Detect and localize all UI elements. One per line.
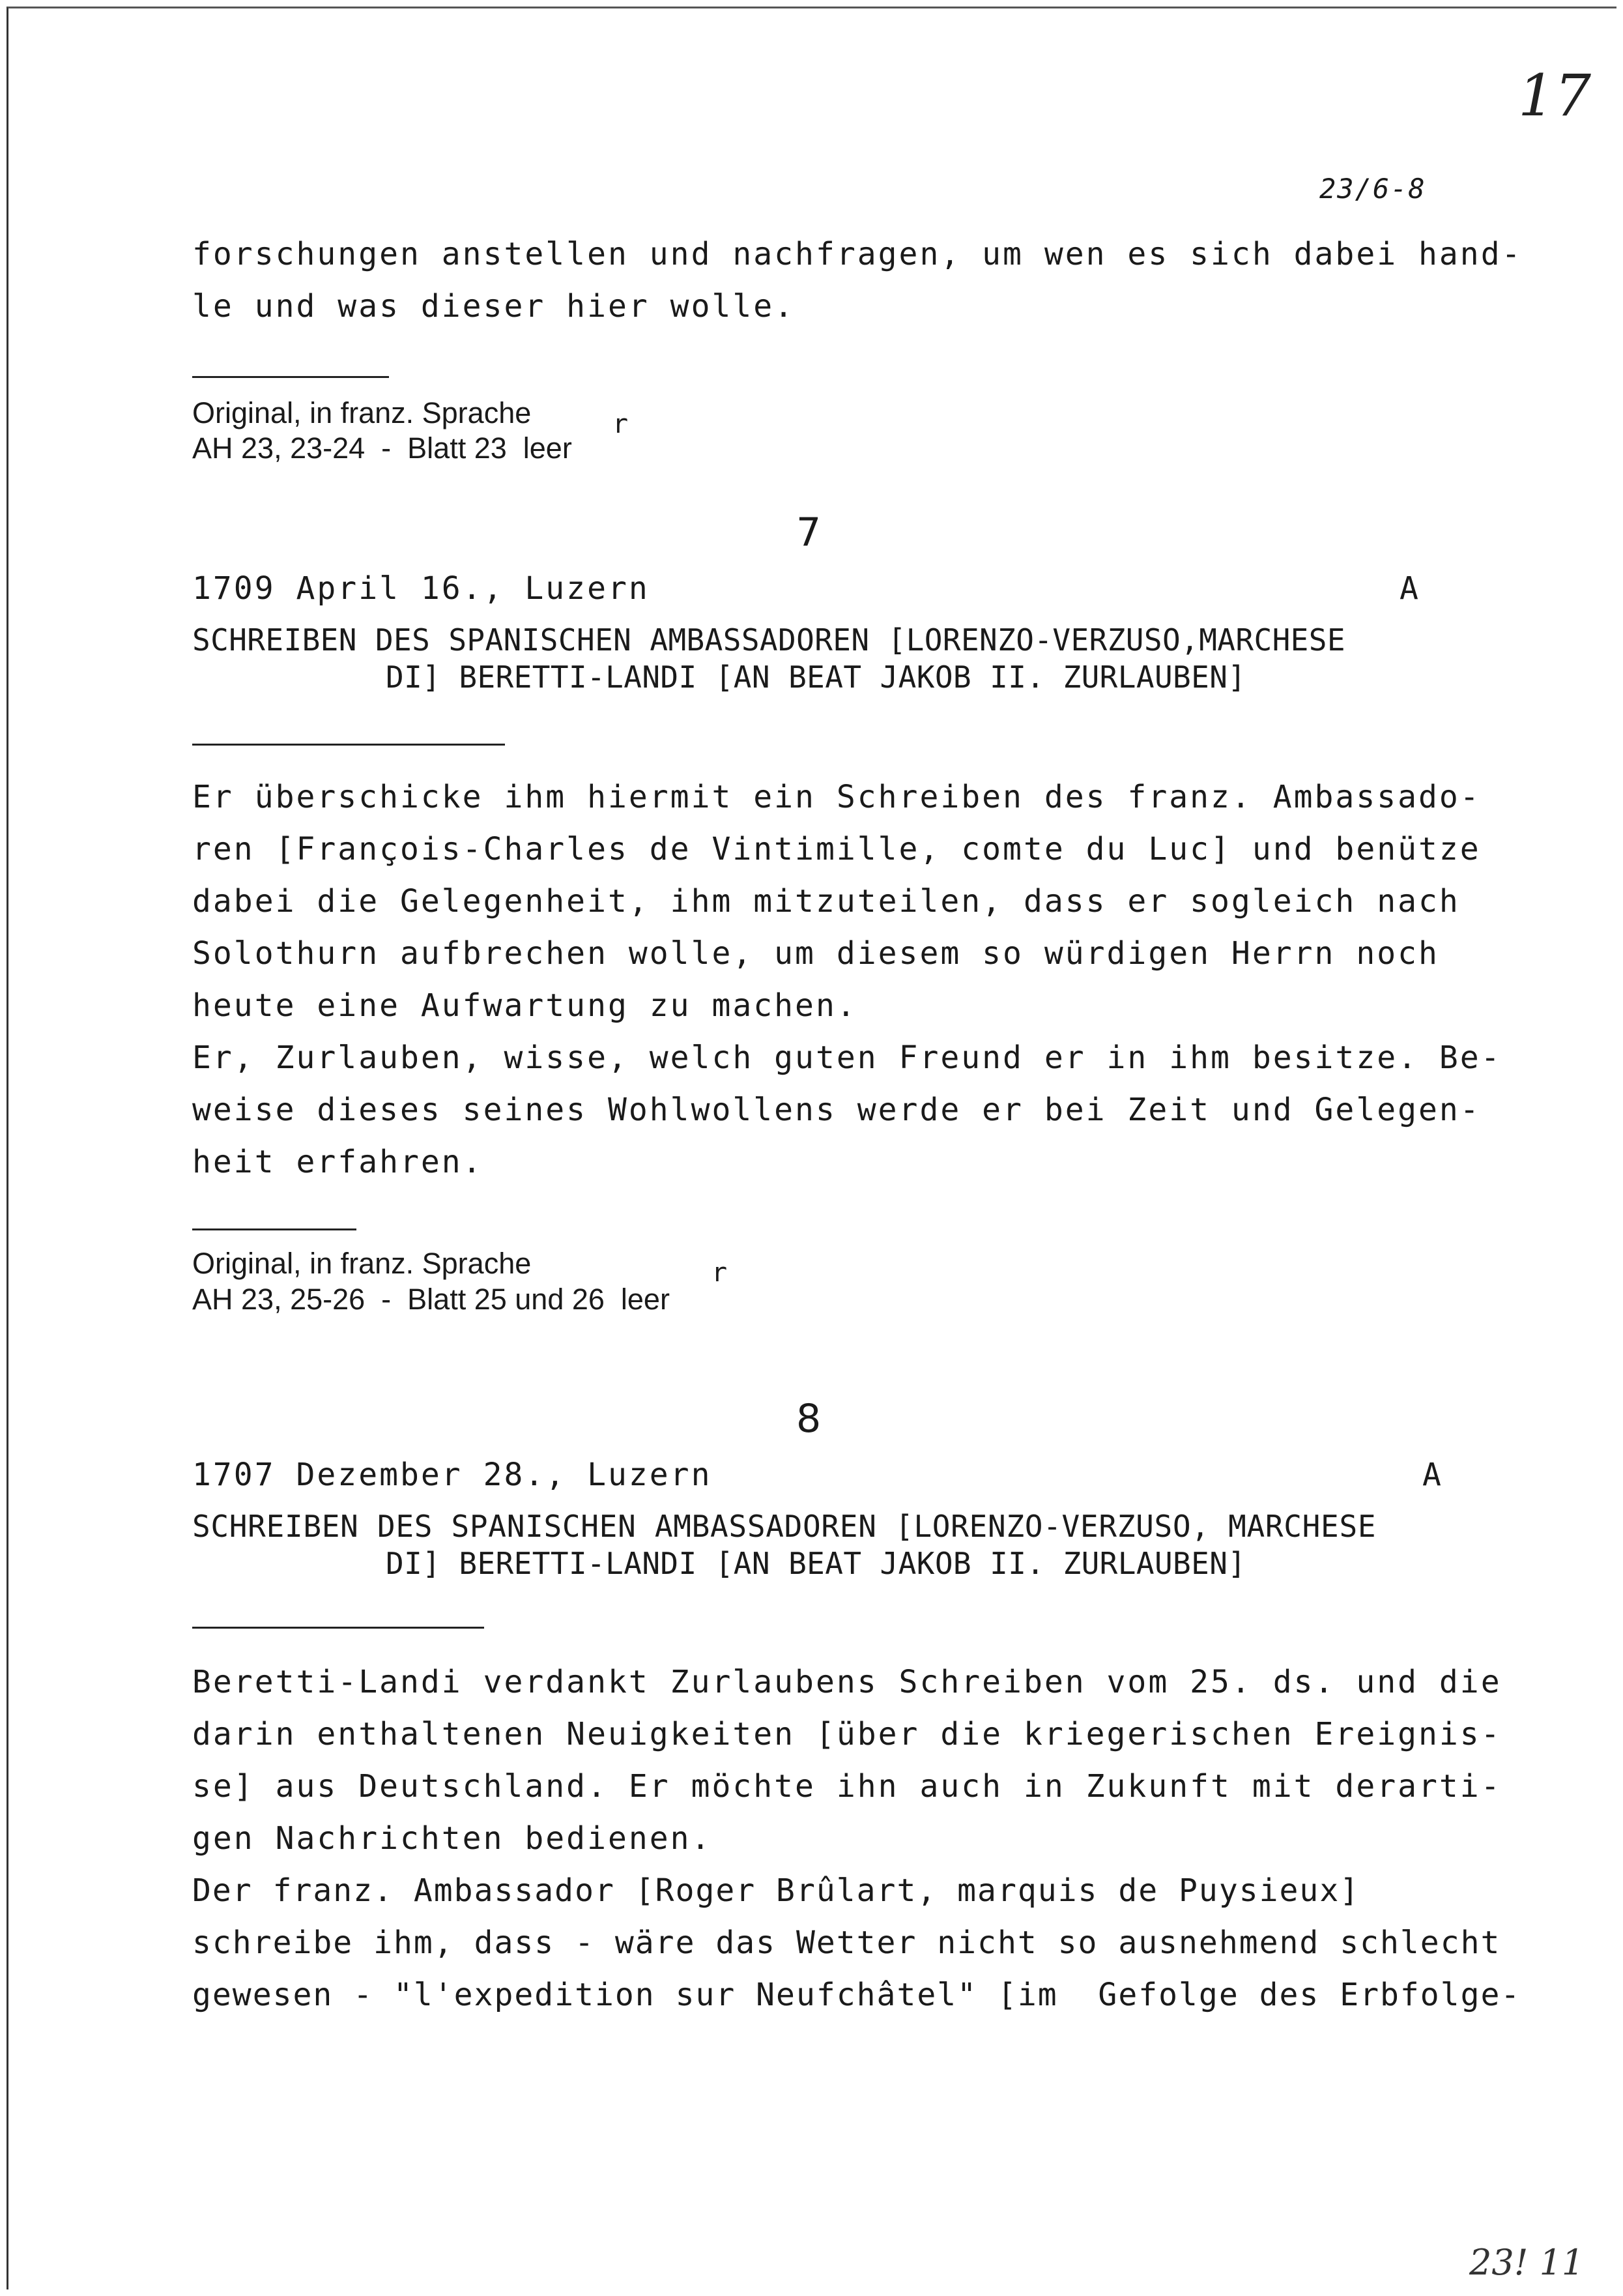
- note2-superscript: r: [711, 1258, 728, 1288]
- intro-line-2: le und was dieser hier wolle.: [192, 288, 796, 325]
- entry8-date: 1707 Dezember 28., Luzern: [192, 1457, 712, 1493]
- entry8-body-line: darin enthaltenen Neuigkeiten [über die kriegerischen Ereignis-: [192, 1716, 1502, 1752]
- folio-number: 17: [1518, 62, 1591, 129]
- entry7-body-line: Er, Zurlauben, wisse, welch guten Freund er in ihm besitze. Be-: [192, 1039, 1502, 1076]
- entry7-body-line: dabei die Gelegenheit, ihm mitzuteilen, dass er sogleich nach: [192, 883, 1460, 920]
- bottom-handwritten-number: 23! 11: [1469, 2242, 1585, 2283]
- note2-line-2: AH 23, 25-26 - Blatt 25 und 26 leer: [192, 1283, 670, 1316]
- footnote-rule-2: [192, 1228, 356, 1230]
- entry7-body-line: weise dieses seines Wohlwollens werde er bei Zeit und Gelegen-: [192, 1092, 1481, 1128]
- entry7-heading-2: DI] BERETTI-LANDI [AN BEAT JAKOB II. ZURLAUBEN]: [386, 660, 1246, 695]
- entry7-heading-1: SCHREIBEN DES SPANISCHEN AMBASSADOREN [LORENZO-VERZUSO,MARCHESE: [192, 622, 1345, 658]
- note1-line-1: Original, in franz. Sprache: [192, 396, 532, 429]
- entry8-body-line: Beretti-Landi verdankt Zurlaubens Schreiben vom 25. ds. und die: [192, 1664, 1502, 1700]
- entry8-body-line: schreibe ihm, dass - wäre das Wetter nicht so ausnehmend schlecht: [192, 1925, 1501, 1961]
- entry8-rule: [192, 1627, 484, 1629]
- entry7-number: 7: [796, 510, 822, 555]
- entry7-body-line: heute eine Aufwartung zu machen.: [192, 987, 857, 1024]
- entry7-body-line: Solothurn aufbrechen wolle, um diesem so würdigen Herrn noch: [192, 935, 1439, 972]
- entry8-marker: A: [1422, 1457, 1441, 1493]
- entry7-marker: A: [1400, 570, 1418, 607]
- entry8-number: 8: [796, 1396, 822, 1442]
- entry8-body-line: se] aus Deutschland. Er möchte ihn auch in Zukunft mit derarti-: [192, 1768, 1502, 1805]
- entry7-body-line: Er überschicke ihm hiermit ein Schreiben des franz. Ambassado-: [192, 779, 1481, 815]
- note1-line-2: AH 23, 23-24 - Blatt 23 leer: [192, 431, 572, 465]
- entry7-date: 1709 April 16., Luzern: [192, 570, 650, 607]
- intro-line-1: forschungen anstellen und nachfragen, um wen es sich dabei hand-: [192, 236, 1523, 272]
- entry8-body-line: gen Nachrichten bedienen.: [192, 1820, 712, 1857]
- note1-superscript: r: [612, 409, 629, 439]
- entry8-heading-1: SCHREIBEN DES SPANISCHEN AMBASSADOREN [LORENZO-VERZUSO, MARCHESE: [192, 1509, 1377, 1544]
- entry8-heading-2: DI] BERETTI-LANDI [AN BEAT JAKOB II. ZURLAUBEN]: [386, 1546, 1246, 1581]
- reference-number: 23/6-8: [1319, 173, 1426, 205]
- note2-line-1: Original, in franz. Sprache: [192, 1247, 532, 1280]
- entry7-body-line: ren [François-Charles de Vintimille, comte du Luc] und benütze: [192, 831, 1481, 867]
- entry8-body-line: Der franz. Ambassador [Roger Brûlart, marquis de Puysieux]: [192, 1872, 1360, 1909]
- entry7-rule: [192, 744, 505, 746]
- footnote-rule-1: [192, 376, 389, 378]
- entry8-body-line: gewesen - "l'expedition sur Neufchâtel" [im Gefolge des Erbfolge-: [192, 1977, 1521, 2013]
- entry7-body-line: heit erfahren.: [192, 1144, 483, 1180]
